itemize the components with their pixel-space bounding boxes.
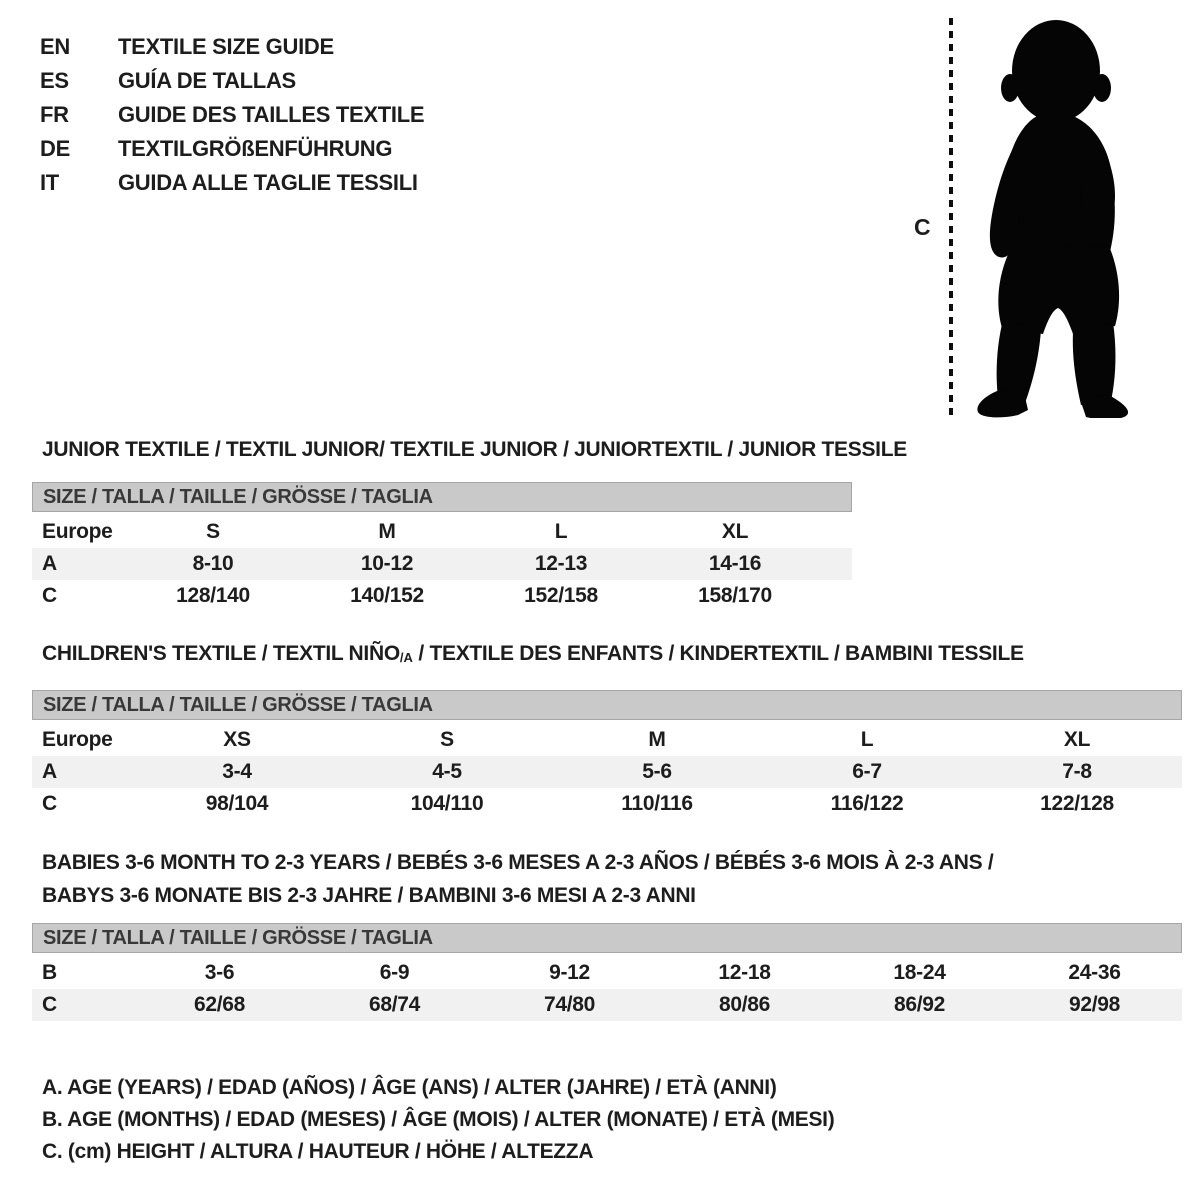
row-label: A: [42, 760, 57, 783]
children-size-table: [32, 690, 1182, 820]
size-value-cell: L: [554, 520, 568, 543]
language-title: TEXTILGRÖßENFÜHRUNG: [118, 136, 393, 161]
size-value-cell: 8-10: [192, 552, 234, 575]
size-value-cell: 86/92: [893, 993, 946, 1016]
language-row: [40, 132, 424, 166]
size-value-cell: 4-5: [432, 760, 462, 783]
size-value-cell: 5-6: [642, 760, 672, 783]
size-value-cell: 140/152: [350, 584, 424, 607]
junior-section-title: JUNIOR TEXTILE / TEXTIL JUNIOR/ TEXTILE JUNIOR / JUNIORTEXTIL / JUNIOR TESSILE: [42, 438, 907, 461]
language-code: FR: [40, 102, 69, 127]
language-title: GUIDA ALLE TAGLIE TESSILI: [118, 170, 418, 195]
size-value-cell: 92/98: [1068, 993, 1121, 1016]
size-value-cell: 6-9: [379, 961, 410, 984]
size-value-cell: M: [648, 728, 666, 751]
babies-table-rows: [32, 957, 1182, 1021]
size-value-cell: 12-18: [718, 961, 771, 984]
size-value-cell: 68/74: [368, 993, 421, 1016]
children-row-a: [32, 756, 1182, 788]
size-value-cell: 24-36: [1068, 961, 1121, 984]
height-measure-label: C: [914, 214, 931, 240]
language-title: TEXTILE SIZE GUIDE: [118, 34, 334, 59]
babies-size-table: [32, 923, 1182, 1021]
size-value-cell: 104/110: [410, 792, 484, 815]
children-row-c: [32, 788, 1182, 820]
legend-age-months: B. AGE (MONTHS) / EDAD (MESES) / ÂGE (MOIS) / ALTER (MONATE) / ETÀ (MESI): [42, 1108, 835, 1131]
language-title: GUÍA DE TALLAS: [118, 68, 296, 93]
size-value-cell: S: [440, 728, 454, 751]
size-value-cell: 80/86: [718, 993, 771, 1016]
size-value-cell: XL: [721, 520, 749, 543]
language-code: DE: [40, 136, 70, 161]
junior-size-table: [32, 482, 852, 612]
size-value-cell: 3-4: [222, 760, 252, 783]
row-label: A: [42, 552, 57, 575]
language-code: IT: [40, 170, 59, 195]
size-value-cell: 10-12: [360, 552, 414, 575]
size-value-cell: 18-24: [893, 961, 946, 984]
children-section-title: [42, 642, 1024, 666]
babies-row-b: [32, 957, 1182, 989]
size-value-cell: 98/104: [205, 792, 269, 815]
babies-section-title: [42, 846, 993, 912]
babies-row-c: [32, 989, 1182, 1021]
language-row: [40, 64, 424, 98]
height-measure-dashed-line: [949, 18, 953, 416]
junior-row-a: [32, 548, 852, 580]
size-value-cell: L: [860, 728, 874, 751]
children-row-europe: [32, 724, 1182, 756]
row-label: Europe: [42, 728, 113, 751]
size-header-bar: SIZE / TALLA / TAILLE / GRÖSSE / TAGLIA: [32, 482, 852, 512]
size-value-cell: 12-13: [534, 552, 588, 575]
babies-title-line1: BABIES 3-6 MONTH TO 2-3 YEARS / BEBÉS 3-6 MESES A 2-3 AÑOS / BÉBÉS 3-6 MOIS À 2-3 ANS /: [42, 851, 994, 874]
children-table-rows: [32, 724, 1182, 820]
language-row: [40, 98, 424, 132]
babies-title-line2: BABYS 3-6 MONATE BIS 2-3 JAHRE / BAMBINI 3-6 MESI A 2-3 ANNI: [42, 884, 696, 907]
children-title-subscript: /A: [399, 650, 413, 665]
size-value-cell: 116/122: [830, 792, 904, 815]
language-code: ES: [40, 68, 69, 93]
size-value-cell: 128/140: [176, 584, 250, 607]
size-value-cell: 122/128: [1040, 792, 1114, 815]
language-code: EN: [40, 34, 70, 59]
toddler-silhouette-image: [966, 16, 1138, 418]
children-title-text: CHILDREN'S TEXTILE / TEXTIL NIÑO: [42, 642, 400, 665]
size-value-cell: XL: [1063, 728, 1091, 751]
size-header-bar: SIZE / TALLA / TAILLE / GRÖSSE / TAGLIA: [32, 690, 1182, 720]
size-value-cell: 6-7: [852, 760, 882, 783]
size-value-cell: 152/158: [524, 584, 598, 607]
size-value-cell: 158/170: [698, 584, 772, 607]
row-label: Europe: [42, 520, 113, 543]
junior-row-c: [32, 580, 852, 612]
children-title-text: / TEXTILE DES ENFANTS / KINDERTEXTIL / BAMBINI TESSILE: [412, 642, 1024, 665]
size-value-cell: S: [206, 520, 220, 543]
legend-height: C. (cm) HEIGHT / ALTURA / HAUTEUR / HÖHE / ALTEZZA: [42, 1140, 594, 1163]
size-value-cell: 74/80: [543, 993, 596, 1016]
size-value-cell: 14-16: [708, 552, 762, 575]
measurement-legend: [42, 1072, 834, 1168]
language-row: [40, 166, 424, 200]
row-label: C: [42, 993, 57, 1016]
size-value-cell: 7-8: [1062, 760, 1092, 783]
junior-row-europe: [32, 516, 852, 548]
size-value-cell: 9-12: [549, 961, 590, 984]
size-value-cell: 110/116: [621, 792, 693, 815]
size-value-cell: XS: [223, 728, 251, 751]
junior-table-rows: [32, 516, 852, 612]
size-header-bar: SIZE / TALLA / TAILLE / GRÖSSE / TAGLIA: [32, 923, 1182, 953]
language-row: [40, 30, 424, 64]
size-value-cell: 62/68: [193, 993, 246, 1016]
row-label: C: [42, 792, 57, 815]
language-title: GUIDE DES TAILLES TEXTILE: [118, 102, 425, 127]
size-value-cell: M: [378, 520, 396, 543]
row-label: B: [42, 961, 57, 984]
language-title-list: [40, 30, 424, 200]
row-label: C: [42, 584, 57, 607]
size-value-cell: 3-6: [204, 961, 235, 984]
legend-age-years: A. AGE (YEARS) / EDAD (AÑOS) / ÂGE (ANS) / ALTER (JAHRE) / ETÀ (ANNI): [42, 1076, 777, 1099]
